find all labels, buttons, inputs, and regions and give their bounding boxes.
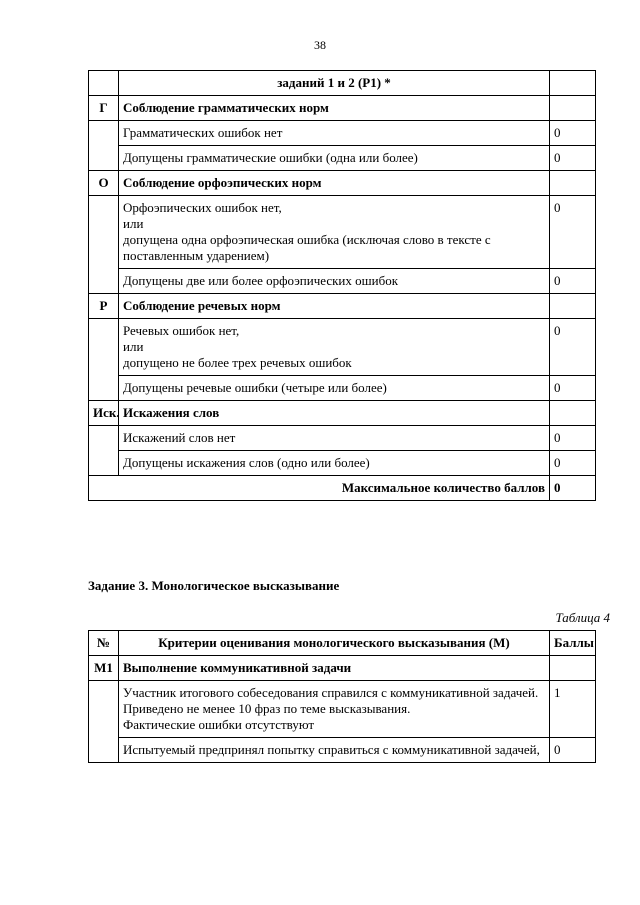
continued-header: заданий 1 и 2 (Р1) * [119, 71, 550, 96]
score-cell: 0 [550, 269, 596, 294]
criterion-item-row [89, 451, 596, 476]
description-line: допущено не более трех речевых ошибок [123, 355, 352, 370]
criterion-description [119, 738, 550, 763]
description-line: Орфоэпических ошибок нет, [123, 200, 282, 215]
criterion-description [119, 269, 550, 294]
criterion-title: Соблюдение речевых норм [119, 294, 550, 319]
score-cell: 0 [550, 146, 596, 171]
description-line: Допущены искажения слов (одно или более) [123, 455, 370, 470]
description-line: Допущены две или более орфоэпических ошибок [123, 273, 399, 288]
score-cell: 0 [550, 196, 596, 269]
header-points: Баллы [550, 631, 596, 656]
criterion-row [89, 401, 596, 426]
monologue-criteria-table [88, 630, 596, 763]
table-header-row [89, 631, 596, 656]
description-line: допущена одна орфоэпическая ошибка (исключая слово в тексте с поставленным ударением) [123, 232, 491, 263]
header-number: № [89, 631, 119, 656]
criterion-item-row [89, 121, 596, 146]
description-line: Испытуемый предпринял попытку справиться с коммуникативной задачей, [123, 742, 540, 757]
score-cell: 0 [550, 319, 596, 376]
criterion-code: Г [89, 96, 119, 121]
criterion-title: Соблюдение орфоэпических норм [119, 171, 550, 196]
table-continued-header-row [89, 71, 596, 96]
score-cell: 0 [550, 451, 596, 476]
empty-cell [89, 196, 119, 294]
criterion-code: О [89, 171, 119, 196]
empty-cell [550, 656, 596, 681]
criterion-description [119, 146, 550, 171]
max-score-label: Максимальное количество баллов [89, 476, 550, 501]
empty-cell [550, 171, 596, 196]
criterion-title: Искажения слов [119, 401, 550, 426]
criterion-code: М1 [89, 656, 119, 681]
empty-cell [550, 294, 596, 319]
empty-cell [89, 319, 119, 401]
score-cell: 0 [550, 121, 596, 146]
empty-cell [550, 71, 596, 96]
criterion-item-row [89, 319, 596, 376]
criterion-description [119, 121, 550, 146]
description-line: Участник итогового собеседования справился с коммуникативной задачей. [123, 685, 539, 700]
criterion-item-row [89, 738, 596, 763]
empty-cell [89, 71, 119, 96]
empty-cell [89, 681, 119, 763]
criterion-row [89, 294, 596, 319]
criterion-code: Р [89, 294, 119, 319]
description-line: Искажений слов нет [123, 430, 236, 445]
criterion-item-row [89, 196, 596, 269]
criterion-description [119, 376, 550, 401]
description-line: или [123, 216, 144, 231]
empty-cell [550, 96, 596, 121]
criterion-row [89, 96, 596, 121]
criterion-title: Соблюдение грамматических норм [119, 96, 550, 121]
criterion-item-row [89, 426, 596, 451]
criterion-description [119, 681, 550, 738]
criterion-description [119, 451, 550, 476]
empty-cell [89, 426, 119, 476]
description-line: Фактические ошибки отсутствуют [123, 717, 315, 732]
max-score-value: 0 [550, 476, 596, 501]
description-line: Грамматических ошибок нет [123, 125, 283, 140]
score-cell: 0 [550, 738, 596, 763]
table-caption: Таблица 4 [555, 610, 610, 625]
description-line: Речевых ошибок нет, [123, 323, 240, 338]
description-line: Приведено не менее 10 фраз по теме высказывания. [123, 701, 411, 716]
score-cell: 0 [550, 376, 596, 401]
criterion-row [89, 656, 596, 681]
score-cell: 1 [550, 681, 596, 738]
description-line: Допущены грамматические ошибки (одна или более) [123, 150, 418, 165]
criterion-item-row [89, 376, 596, 401]
criterion-item-row [89, 146, 596, 171]
criterion-row [89, 171, 596, 196]
criterion-code: Иск. [89, 401, 119, 426]
score-cell: 0 [550, 426, 596, 451]
criterion-item-row [89, 681, 596, 738]
criterion-description [119, 196, 550, 269]
section-title: Задание 3. Монологическое высказывание [88, 578, 340, 593]
criterion-item-row [89, 269, 596, 294]
description-line: Допущены речевые ошибки (четыре или более) [123, 380, 387, 395]
description-line: или [123, 339, 144, 354]
criterion-title: Выполнение коммуникативной задачи [119, 656, 550, 681]
empty-cell [550, 401, 596, 426]
criterion-description [119, 319, 550, 376]
empty-cell [89, 121, 119, 171]
max-score-row [89, 476, 596, 501]
header-criteria: Критерии оценивания монологического высказывания (М) [119, 631, 550, 656]
criteria-table-continued [88, 70, 596, 501]
criterion-description [119, 426, 550, 451]
page-number: 38 [314, 38, 326, 52]
